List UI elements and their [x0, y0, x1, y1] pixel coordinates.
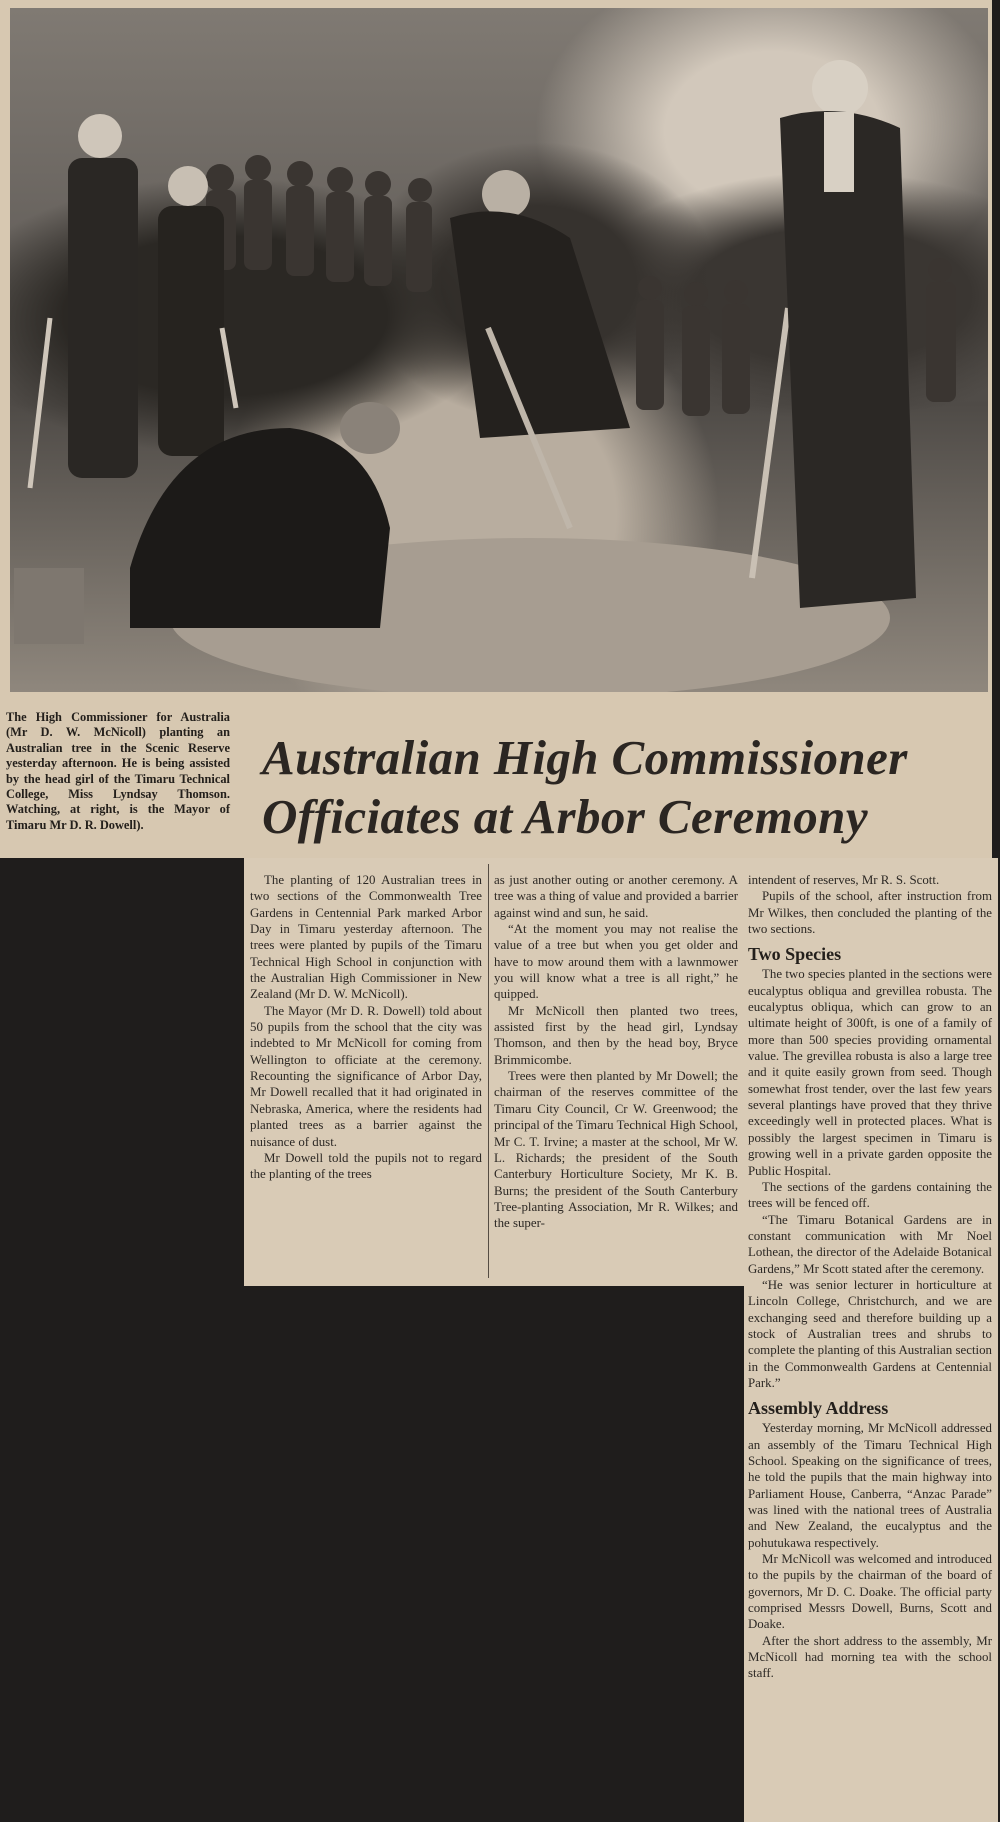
- article-paragraph: Mr Dowell told the pupils not to regard the planting of the trees: [250, 1150, 482, 1182]
- photograph-image: [10, 8, 988, 692]
- article-paragraph: “The Timaru Botanical Gardens are in constant communication with Mr Noel Lothean, the director of the Adelaide Botanical Gardens,” Mr Scott stated after the ceremony.: [748, 1212, 992, 1276]
- article-paragraph: Trees were then planted by Mr Dowell; the chairman of the reserves committee of the Timaru City Council, Cr W. Greenwood; the principal of the Timaru Technical High School, Mr C. T. Irvine; a master at the school, Mr W. L. Richards; the president of the South Canterbury Horticulture Society, Mr K. B. Burns; the president of the South Canterbury Tree-planting Association, Mr R. Wilkes; and the super-: [494, 1069, 738, 1231]
- article-column-2: [494, 872, 738, 1232]
- column-rule: [488, 864, 489, 1278]
- article-paragraph: The Mayor (Mr D. R. Dowell) told about 50 pupils from the school that the city was indebted to Mr McNicoll for coming from Wellington to officiate at the ceremony. Recounting the significance of Arbor Day, Mr Dowell recalled that it had originated in Nebraska, America, where the residents had planted trees as a barrier against the nuisance of dust.: [250, 1003, 482, 1149]
- article-column-3: [748, 872, 992, 1682]
- clipping-body: [244, 858, 744, 1286]
- clipping-top: [0, 0, 992, 858]
- article-paragraph: “At the moment you may not realise the value of a tree but when you get older and have to mow around them with a lawnmower you will know what a tree is all right,” he quipped.: [494, 922, 738, 1002]
- article-paragraph: as just another outing or another ceremony. A tree was a thing of value and provided a barrier against wind and sun, he said.: [494, 873, 738, 920]
- article-paragraph: Pupils of the school, after instruction from Mr Wilkes, then concluded the planting of the two sections.: [748, 889, 992, 937]
- headline: [262, 728, 974, 846]
- article-paragraph: “He was senior lecturer in horticulture at Lincoln College, Christchurch, and we are exchanging seed and therefore building up a stock of Australian trees and shrubs to complete the planting of this Australian section in the Commonwealth Gardens at Centennial Park.”: [748, 1277, 992, 1390]
- newspaper-photograph: [10, 8, 988, 692]
- article-paragraph: The sections of the gardens containing the trees will be fenced off.: [748, 1179, 992, 1211]
- subheading-two-species: Two Species: [748, 944, 842, 965]
- article-column-1: [250, 872, 482, 1183]
- photo-caption: The High Commissioner for Australia (Mr D. W. McNicoll) planting an Australian tree in the Scenic Reserve yesterday afternoon. He is being assisted by the head girl of the Timaru Technical College, Miss Lyndsay Thomson. Watching, at right, is the Mayor of Timaru Mr D. R. Dowell).: [6, 710, 230, 832]
- subheading-assembly-address: Assembly Address: [748, 1398, 889, 1419]
- article-paragraph: After the short address to the assembly, Mr McNicoll had morning tea with the school staff.: [748, 1633, 992, 1681]
- article-paragraph: The two species planted in the sections were eucalyptus obliqua and grevillea robusta. The eucalyptus obliqua, which can grow to an ultimate height of 300ft, is one of a family of more than 500 species providing ornamental value. The grevillea robusta is also a large tree and it quite easily grown from seed. Though somewhat frost tender, over the last few years several plantings have proved that they thrive exceedingly well in protected places. What is possibly the largest specimen in Timaru is growing well in a private garden opposite the Public Hospital.: [748, 967, 992, 1178]
- article-paragraph: Mr McNicoll was welcomed and introduced to the pupils by the chairman of the board of governors, Mr D. C. Doake. The official party comprised Messrs Dowell, Burns, Scott and Doake.: [748, 1552, 992, 1632]
- article-paragraph: Mr McNicoll then planted two trees, assisted first by the head girl, Lyndsay Thomson, and then by the head boy, Bryce Brimmicombe.: [494, 1003, 738, 1067]
- article-paragraph: The planting of 120 Australian trees in two sections of the Commonwealth Tree Gardens in Centennial Park marked Arbor Day in Timaru yesterday afternoon. The trees were planted by pupils of the Timaru Technical High School in conjunction with the Australian High Commissioner in New Zealand (Mr D. W. McNicoll).: [250, 873, 482, 1002]
- headline-line-2: Officiates at Arbor Ceremony: [262, 789, 868, 844]
- headline-line-1: Australian High Commissioner: [262, 730, 908, 785]
- article-paragraph: Yesterday morning, Mr McNicoll addressed an assembly of the Timaru Technical High School. Speaking on the significance of trees, he told the pupils that the main highway into Parliament House, Canberra, “Anzac Parade” was lined with the national trees of Australia and New Zealand, the eucalyptus and the pohutukawa respectively.: [748, 1421, 992, 1550]
- article-paragraph: intendent of reserves, Mr R. S. Scott.: [748, 873, 940, 887]
- clipping-right-column: [744, 858, 998, 1822]
